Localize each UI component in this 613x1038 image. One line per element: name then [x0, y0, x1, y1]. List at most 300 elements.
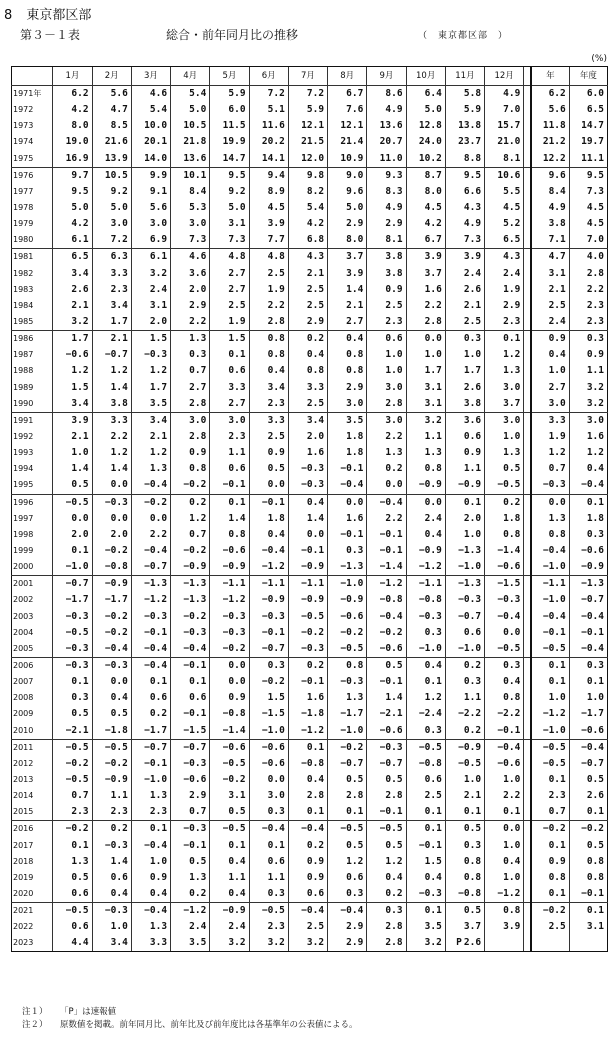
table-row	[12, 445, 608, 461]
month-value: 3.8	[445, 396, 484, 413]
month-value: 0.6	[288, 886, 327, 903]
month-value: 0.1	[485, 804, 524, 821]
month-value: 2.9	[328, 919, 367, 935]
month-value: −1.2	[288, 722, 327, 739]
month-value: −0.2	[367, 625, 406, 641]
fiscal-year-value: 4.5	[569, 216, 607, 232]
month-value: 14.7	[210, 151, 249, 168]
month-value: 3.9	[445, 249, 484, 266]
month-value: −0.4	[485, 609, 524, 625]
month-value: 1.4	[367, 690, 406, 706]
month-value: 0.3	[171, 347, 210, 363]
month-value: 0.9	[288, 854, 327, 870]
month-value: −0.5	[53, 903, 92, 920]
fiscal-year-value: 0.8	[569, 854, 607, 870]
row-year: 2022	[12, 919, 53, 935]
month-value: 3.8	[367, 249, 406, 266]
row-year: 1981	[12, 249, 53, 266]
fiscal-year-value: 6.5	[569, 102, 607, 118]
row-year: 1982	[12, 266, 53, 282]
month-value: 13.9	[92, 151, 131, 168]
month-value: 0.8	[445, 854, 484, 870]
table-row	[12, 184, 608, 200]
month-value: 24.0	[406, 134, 445, 150]
month-value: 21.8	[171, 134, 210, 150]
month-value: 2.1	[445, 788, 484, 804]
row-spacer	[524, 184, 531, 200]
month-value: 5.0	[53, 200, 92, 216]
row-spacer	[524, 821, 531, 838]
row-year: 2006	[12, 657, 53, 674]
month-value: 1.4	[210, 511, 249, 527]
month-value: 0.3	[445, 674, 484, 690]
fiscal-year-value: 4.5	[569, 200, 607, 216]
month-value: 13.6	[367, 118, 406, 134]
month-value: 5.0	[406, 102, 445, 118]
month-value: 0.6	[249, 854, 288, 870]
month-value: 2.3	[92, 282, 131, 298]
month-value: 10.1	[171, 167, 210, 184]
month-value: 0.8	[328, 657, 367, 674]
fiscal-year-value: 19.7	[569, 134, 607, 150]
month-value: 2.5	[288, 919, 327, 935]
month-value: 0.1	[210, 347, 249, 363]
month-value: −0.5	[485, 641, 524, 658]
row-spacer	[524, 690, 531, 706]
month-value: 0.0	[328, 494, 367, 511]
month-value: 5.3	[171, 200, 210, 216]
row-year: 1997	[12, 511, 53, 527]
table-row	[12, 756, 608, 772]
month-value: −0.6	[249, 739, 288, 756]
month-value: 7.2	[249, 86, 288, 103]
row-year: 1999	[12, 543, 53, 559]
month-value: −0.3	[53, 609, 92, 625]
month-value: −0.4	[367, 609, 406, 625]
month-value: 1.6	[406, 282, 445, 298]
month-value: 11.0	[367, 151, 406, 168]
annual-value: 0.7	[531, 461, 569, 477]
month-value: 1.0	[445, 527, 484, 543]
month-value: 10.6	[485, 167, 524, 184]
month-value: −1.5	[249, 706, 288, 722]
month-value: 0.1	[406, 804, 445, 821]
month-value: 0.4	[288, 494, 327, 511]
row-year: 1993	[12, 445, 53, 461]
annual-value: 5.6	[531, 102, 569, 118]
month-value: −0.1	[171, 837, 210, 853]
row-spacer	[524, 919, 531, 935]
row-year: 1972	[12, 102, 53, 118]
row-year: 2015	[12, 804, 53, 821]
row-year: 1986	[12, 331, 53, 348]
annual-value: −0.4	[531, 609, 569, 625]
month-value: 3.4	[288, 412, 327, 429]
month-value: 2.8	[367, 919, 406, 935]
month-value: −0.5	[328, 641, 367, 658]
month-value: 9.6	[328, 184, 367, 200]
month-value: −0.9	[92, 576, 131, 593]
month-value: 3.5	[406, 919, 445, 935]
row-year: 2010	[12, 722, 53, 739]
month-value: 3.4	[92, 298, 131, 314]
month-value: 21.6	[92, 134, 131, 150]
region-label: （ 東京都区部 ）	[418, 31, 509, 41]
month-value: 0.4	[485, 854, 524, 870]
month-value: 3.1	[131, 298, 170, 314]
row-year: 1990	[12, 396, 53, 413]
month-value: 3.2	[249, 935, 288, 952]
month-value: −1.7	[131, 722, 170, 739]
month-value: 0.1	[445, 804, 484, 821]
month-value: 1.2	[367, 854, 406, 870]
annual-value: 6.2	[531, 86, 569, 103]
fiscal-year-value: 3.2	[569, 396, 607, 413]
month-value: 1.8	[328, 429, 367, 445]
month-value: 1.3	[406, 445, 445, 461]
month-value: 2.7	[210, 396, 249, 413]
month-value: 3.2	[288, 935, 327, 952]
month-value: 0.6	[210, 461, 249, 477]
month-value: 9.2	[210, 184, 249, 200]
month-value: 6.7	[406, 232, 445, 249]
month-value: 2.8	[367, 935, 406, 952]
month-value	[485, 935, 524, 952]
month-value: 7.6	[328, 102, 367, 118]
row-spacer	[524, 477, 531, 494]
month-value: 0.4	[210, 854, 249, 870]
annual-value: 2.5	[531, 298, 569, 314]
month-value: 1.3	[367, 445, 406, 461]
month-value: −1.7	[92, 592, 131, 608]
month-value: −1.7	[53, 592, 92, 608]
month-value: 1.5	[53, 380, 92, 396]
month-value: 20.7	[367, 134, 406, 150]
month-value: 7.2	[92, 232, 131, 249]
month-value: 0.6	[53, 919, 92, 935]
month-value: −0.4	[288, 903, 327, 920]
month-value: 0.8	[406, 461, 445, 477]
month-value: 3.5	[328, 412, 367, 429]
footnote-label: 注２）	[22, 1020, 48, 1030]
month-value: 0.4	[131, 886, 170, 903]
month-value: 5.5	[485, 184, 524, 200]
month-value: 1.9	[210, 314, 249, 331]
annual-value: 2.4	[531, 314, 569, 331]
month-value: 6.4	[406, 86, 445, 103]
month-value: 1.0	[367, 347, 406, 363]
month-value: 2.9	[328, 935, 367, 952]
month-value: 2.3	[131, 804, 170, 821]
month-value: 9.9	[131, 167, 170, 184]
month-value: 9.3	[367, 167, 406, 184]
month-value: 1.0	[445, 772, 484, 788]
row-spacer	[524, 559, 531, 576]
month-value: 0.6	[328, 870, 367, 886]
month-value: 3.5	[171, 935, 210, 952]
month-value: −0.4	[131, 837, 170, 853]
month-value: 3.1	[406, 380, 445, 396]
month-value: 21.0	[485, 134, 524, 150]
month-value: 9.5	[445, 167, 484, 184]
table-row	[12, 298, 608, 314]
annual-value: 0.4	[531, 347, 569, 363]
month-value: −0.9	[92, 772, 131, 788]
row-year: 1996	[12, 494, 53, 511]
month-value: 3.2	[131, 266, 170, 282]
month-value: 1.2	[406, 690, 445, 706]
month-value: −0.8	[210, 706, 249, 722]
month-value: −0.1	[288, 543, 327, 559]
row-year: 1976	[12, 167, 53, 184]
month-value: 0.9	[210, 690, 249, 706]
month-value: 1.5	[131, 331, 170, 348]
month-value: −0.6	[210, 543, 249, 559]
fiscal-year-value: 3.0	[569, 412, 607, 429]
month-value: 5.0	[171, 102, 210, 118]
month-value: 0.6	[171, 690, 210, 706]
month-value: 9.1	[131, 184, 170, 200]
month-value: −0.4	[131, 903, 170, 920]
header-cell: 6月	[249, 67, 288, 86]
month-value: 2.0	[445, 511, 484, 527]
fiscal-year-value: 0.1	[569, 674, 607, 690]
month-value: 4.2	[53, 216, 92, 232]
annual-value: 0.9	[531, 854, 569, 870]
row-spacer	[524, 722, 531, 739]
header-cell: 10月	[406, 67, 445, 86]
footnote	[22, 1019, 358, 1032]
month-value: −0.5	[53, 772, 92, 788]
annual-value: 0.1	[531, 837, 569, 853]
month-value: 1.2	[53, 363, 92, 379]
month-value: 16.9	[53, 151, 92, 168]
annual-value: 2.1	[531, 282, 569, 298]
month-value: 3.0	[367, 412, 406, 429]
month-value: 0.8	[328, 347, 367, 363]
annual-value: 4.9	[531, 200, 569, 216]
table-row	[12, 903, 608, 920]
table-row	[12, 739, 608, 756]
month-value: 4.9	[367, 200, 406, 216]
month-value: −0.2	[171, 477, 210, 494]
header-cell: 11月	[445, 67, 484, 86]
month-value: 2.3	[249, 396, 288, 413]
month-value: 12.0	[288, 151, 327, 168]
month-value: −1.2	[485, 886, 524, 903]
month-value: 0.0	[131, 511, 170, 527]
table-row	[12, 609, 608, 625]
annual-value: 3.0	[531, 396, 569, 413]
month-value: 3.0	[249, 788, 288, 804]
row-spacer	[524, 576, 531, 593]
month-value: −0.9	[406, 477, 445, 494]
month-value: 1.5	[406, 854, 445, 870]
month-value: 0.9	[288, 870, 327, 886]
fiscal-year-value: 0.4	[569, 461, 607, 477]
month-value: −1.2	[367, 576, 406, 593]
month-value: −0.1	[288, 674, 327, 690]
month-value: 0.1	[210, 837, 249, 853]
month-value: 3.1	[210, 216, 249, 232]
header-cell: 4月	[171, 67, 210, 86]
month-value: 0.1	[53, 837, 92, 853]
month-value: −1.1	[210, 576, 249, 593]
row-year: 2005	[12, 641, 53, 658]
month-value: −0.2	[288, 625, 327, 641]
month-value: 2.2	[367, 429, 406, 445]
footnote-text: 「P」は速報値	[60, 1007, 117, 1017]
month-value: 3.4	[131, 412, 170, 429]
month-value: −0.6	[485, 756, 524, 772]
month-value: −1.1	[288, 576, 327, 593]
table-row	[12, 118, 608, 134]
month-value: 20.1	[131, 134, 170, 150]
month-value: 0.1	[406, 674, 445, 690]
row-spacer	[524, 657, 531, 674]
month-value: 4.8	[210, 249, 249, 266]
month-value: 5.9	[288, 102, 327, 118]
month-value: 2.7	[328, 314, 367, 331]
month-value: 1.3	[171, 870, 210, 886]
month-value: 0.1	[328, 804, 367, 821]
month-value: 1.2	[171, 511, 210, 527]
month-value: −0.1	[131, 756, 170, 772]
month-value: 8.0	[406, 184, 445, 200]
month-value: 0.5	[367, 772, 406, 788]
month-value: 2.9	[171, 298, 210, 314]
month-value: 2.2	[171, 314, 210, 331]
month-value: −1.2	[210, 592, 249, 608]
annual-value: 0.1	[531, 772, 569, 788]
month-value: −1.0	[445, 559, 484, 576]
month-value: −1.2	[249, 559, 288, 576]
month-value: 0.4	[210, 886, 249, 903]
month-value: 2.4	[485, 266, 524, 282]
table-header-row	[12, 67, 608, 86]
month-value: 0.8	[288, 363, 327, 379]
month-value: −0.3	[485, 592, 524, 608]
month-value: 6.2	[53, 86, 92, 103]
month-value: 3.9	[328, 266, 367, 282]
month-value: 5.6	[131, 200, 170, 216]
table-row	[12, 592, 608, 608]
month-value: 0.5	[485, 461, 524, 477]
month-value: 0.4	[288, 772, 327, 788]
fiscal-year-value	[569, 935, 607, 952]
month-value: −0.3	[328, 674, 367, 690]
month-value: 8.0	[53, 118, 92, 134]
month-value: −2.2	[445, 706, 484, 722]
month-value: −0.1	[131, 625, 170, 641]
annual-value: 3.8	[531, 216, 569, 232]
month-value: 4.3	[445, 200, 484, 216]
table-title: 総合・前年同月比の推移	[166, 28, 299, 42]
annual-value: 1.2	[531, 445, 569, 461]
table-row	[12, 200, 608, 216]
month-value: 3.2	[210, 935, 249, 952]
row-year: 1989	[12, 380, 53, 396]
month-value: 5.8	[445, 86, 484, 103]
month-value: 0.6	[53, 886, 92, 903]
header-cell: 8月	[328, 67, 367, 86]
month-value: 5.4	[131, 102, 170, 118]
month-value: 3.3	[249, 412, 288, 429]
fiscal-year-value: 6.0	[569, 86, 607, 103]
fiscal-year-value: −0.4	[569, 477, 607, 494]
month-value: −0.3	[131, 347, 170, 363]
annual-value: 3.3	[531, 412, 569, 429]
annual-value: −1.0	[531, 592, 569, 608]
fiscal-year-value: 9.5	[569, 167, 607, 184]
row-year: 1971年	[12, 86, 53, 103]
fiscal-year-value: 7.3	[569, 184, 607, 200]
month-value: 1.7	[92, 314, 131, 331]
row-spacer	[524, 151, 531, 168]
month-value: 2.4	[210, 919, 249, 935]
month-value: 0.3	[485, 657, 524, 674]
row-spacer	[524, 756, 531, 772]
month-value: 3.7	[485, 396, 524, 413]
month-value: 0.2	[288, 331, 327, 348]
month-value: 10.9	[328, 151, 367, 168]
month-value: −0.2	[53, 821, 92, 838]
month-value: 1.2	[131, 445, 170, 461]
month-value: −0.8	[406, 756, 445, 772]
month-value: 11.5	[210, 118, 249, 134]
section-number: 8	[4, 8, 13, 23]
month-value: 6.5	[53, 249, 92, 266]
month-value: 3.3	[92, 412, 131, 429]
month-value: 0.3	[445, 331, 484, 348]
annual-value: 0.8	[531, 870, 569, 886]
month-value: −0.4	[249, 821, 288, 838]
month-value: −0.5	[445, 756, 484, 772]
annual-value	[531, 935, 569, 952]
month-value: 7.3	[171, 232, 210, 249]
annual-value: −0.2	[531, 903, 569, 920]
row-spacer	[524, 412, 531, 429]
annual-value: 1.0	[531, 690, 569, 706]
month-value: 1.0	[367, 363, 406, 379]
month-value: −1.0	[53, 559, 92, 576]
month-value: −1.4	[367, 559, 406, 576]
footnotes	[22, 1006, 358, 1032]
month-value: −0.1	[171, 657, 210, 674]
row-spacer	[524, 134, 531, 150]
month-value: 0.0	[210, 657, 249, 674]
month-value: 13.6	[171, 151, 210, 168]
month-value: 2.6	[445, 380, 484, 396]
fiscal-year-value: 1.1	[569, 363, 607, 379]
month-value: −0.5	[485, 477, 524, 494]
fiscal-year-value: −0.4	[569, 609, 607, 625]
month-value: −0.2	[249, 674, 288, 690]
row-year: 2016	[12, 821, 53, 838]
month-value: 1.6	[288, 445, 327, 461]
month-value: −0.6	[249, 756, 288, 772]
month-value: 2.5	[249, 429, 288, 445]
month-value: 0.7	[171, 804, 210, 821]
month-value: 6.5	[485, 232, 524, 249]
month-value: −0.6	[367, 641, 406, 658]
preliminary-flag: P	[456, 937, 462, 949]
month-value: −0.3	[171, 625, 210, 641]
month-value: 0.3	[328, 543, 367, 559]
month-value: −0.5	[367, 821, 406, 838]
month-value: 0.2	[92, 821, 131, 838]
month-value: −1.0	[328, 722, 367, 739]
